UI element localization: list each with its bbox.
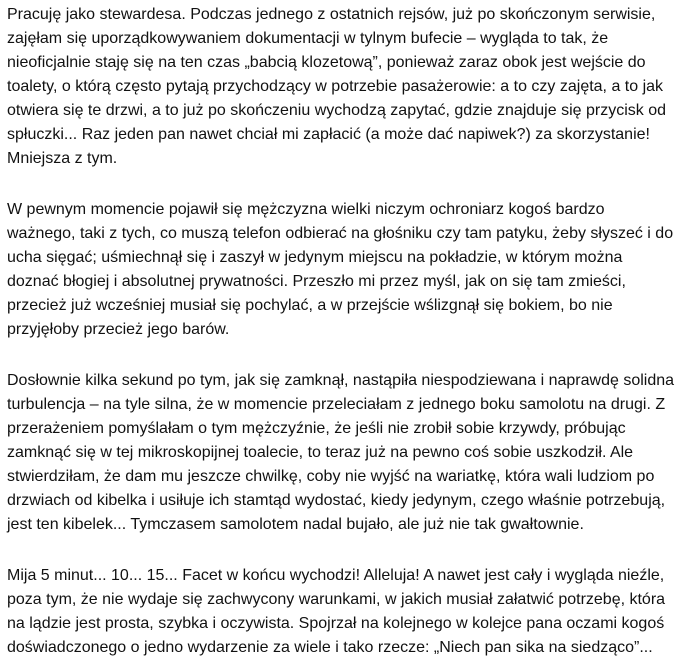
paragraph xyxy=(7,564,691,660)
paragraph xyxy=(7,3,691,171)
article-body xyxy=(7,0,691,660)
text-line: Dosłownie kilka sekund po tym, jak się zamknął, nastąpiła niespodziewana i naprawdę solidna xyxy=(7,372,675,389)
text-line: poza tym, że nie wydaje się zachwycony warunkami, w jakich musiał załatwić potrzebę, która xyxy=(7,591,666,608)
text-line: zajęłam się uporządkowywaniem dokumentacji w tylnym bufecie – wygląda to tak, że xyxy=(7,30,609,47)
paragraph xyxy=(7,198,691,342)
text-line: zamknąć się w tej mikroskopijnej toalecie, to teraz już na pewno coś sobie uszkodził. Ale xyxy=(7,444,634,461)
text-line: ucha sięgać; uśmiechnął się i zaszył w jedynym miejscu na pokładzie, w którym można xyxy=(7,249,623,266)
text-line: toalety, o którą często pytają przychodzący w potrzebie pasażerowie: a to czy zajęta, a to jak xyxy=(7,78,664,95)
text-line: W pewnym momencie pojawił się mężczyzna wielki niczym ochroniarz kogoś bardzo xyxy=(7,201,605,218)
text-line: na lądzie jest prosta, szybka i oczywista. Spojrzał na kolejnego w kolejce pana oczami kogoś xyxy=(7,615,665,632)
text-line: stwierdziłam, że dam mu jeszcze chwilkę, coby nie wyjść na wariatkę, która wali ludziom po xyxy=(7,468,655,485)
text-line: Mija 5 minut... 10... 15... Facet w końcu wychodzi! Alleluja! A nawet jest cały i wygląda nieźle, xyxy=(7,567,665,584)
text-line: jest ten kibelek... Tymczasem samolotem nadal bujało, ale już nie tak gwałtownie. xyxy=(7,516,584,533)
text-line: doświadczonego o jedno wydarzenie za wiele i tako rzecze: „Niech pan sika na siedząco”... xyxy=(7,639,653,656)
text-line: przyjęłoby przecież jego barów. xyxy=(7,321,230,338)
text-line: przecież już wcześniej musiał się pochylać, a w przejście wślizgnął się bokiem, bo nie xyxy=(7,297,613,314)
text-line: Pracuję jako stewardesa. Podczas jednego z ostatnich rejsów, już po skończonym serwisie, xyxy=(7,6,656,23)
text-line: drzwiach od kibelka i usiłuje ich stamtąd wydostać, kiedy jedynym, czego właśnie potrzebują, xyxy=(7,492,666,509)
paragraph-spacer xyxy=(7,342,691,366)
paragraph-spacer xyxy=(7,171,691,195)
text-line: Mniejsza z tym. xyxy=(7,150,118,167)
paragraph-spacer xyxy=(7,537,691,561)
text-line: otwiera się te drzwi, a to już po skończeniu wychodzą zapytać, gdzie znajduje się przycisk od xyxy=(7,102,666,119)
text-line: przerażeniem pomyślałam o tym mężczyźnie, że jeśli nie zrobił sobie krzywdy, próbując xyxy=(7,420,626,437)
text-line: spłuczki... Raz jeden pan nawet chciał mi zapłacić (a może dać napiwek?) za skorzystanie! xyxy=(7,126,650,143)
text-line: doznać błogiej i absolutnej prywatności. Przeszło mi przez myśl, jak on się tam zmieści, xyxy=(7,273,626,290)
text-line: ważnego, taki z tych, co muszą telefon odbierać na głośniku czy tam patyku, żeby słyszeć i do xyxy=(7,225,674,242)
text-line: nieoficjalnie staję się na ten czas „babcią klozetową”, ponieważ zaraz obok jest wejście do xyxy=(7,54,646,71)
paragraph xyxy=(7,369,691,537)
text-line: turbulencja – na tyle silna, że w momencie przeleciałam z jednego boku samolotu na drugi. Z xyxy=(7,396,666,413)
